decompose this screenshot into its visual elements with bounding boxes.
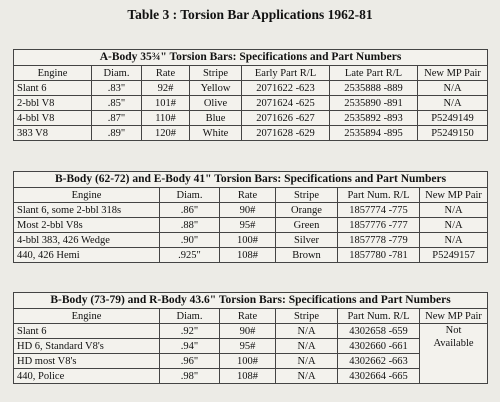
cell-rate: 108# [220,369,276,384]
cell-diam: .88" [160,218,220,233]
cell-rate: 100# [220,233,276,248]
cell-new-mp-pair: N/A [420,218,488,233]
cell-diam: .85" [92,96,142,111]
column-header: Stripe [276,188,338,203]
cell-engine: 440, 426 Hemi [14,248,160,263]
column-header: New MP Pair [418,66,488,81]
cell-diam: .89" [92,126,142,141]
cell-engine: Most 2-bbl V8s [14,218,160,233]
table-row [14,248,488,263]
column-header: Rate [142,66,190,81]
column-header: Engine [14,309,160,324]
cell-new-mp-pair: P5249150 [418,126,488,141]
table-row [14,233,488,248]
cell-new-mp-pair: N/A [420,203,488,218]
cell-new-mp-pair: P5249149 [418,111,488,126]
cell-new-mp-pair: P5249157 [420,248,488,263]
column-header: Part Num. R/L [338,188,420,203]
cell-stripe: N/A [276,369,338,384]
column-header: Rate [220,309,276,324]
table-caption: B-Body (62-72) and E-Body 41" Torsion Bars: Specifications and Part Numbers [14,172,488,188]
cell-part-num: 1857780 -781 [338,248,420,263]
column-header: Diam. [160,188,220,203]
cell-part-num: 4302658 -659 [338,324,420,339]
column-header: Early Part R/L [242,66,330,81]
cell-rate: 95# [220,218,276,233]
cell-early-part: 2071626 -627 [242,111,330,126]
cell-new-mp-pair: N/A [418,96,488,111]
table-caption: A-Body 35¾" Torsion Bars: Specifications and Part Numbers [14,50,488,66]
cell-new-mp-pair: N/A [418,81,488,96]
cell-stripe: Blue [190,111,242,126]
column-header: Stripe [276,309,338,324]
cell-diam: .92" [160,324,220,339]
column-header: Engine [14,188,160,203]
cell-rate: 100# [220,354,276,369]
cell-engine: Slant 6, some 2-bbl 318s [14,203,160,218]
page-title: Table 3 : Torsion Bar Applications 1962-81 [127,7,373,22]
cell-rate: 101# [142,96,190,111]
column-header: Rate [220,188,276,203]
cell-stripe: White [190,126,242,141]
cell-part-num: 4302660 -661 [338,339,420,354]
table-row [14,111,488,126]
table-caption: B-Body (73-79) and R-Body 43.6" Torsion Bars: Specifications and Part Numbers [14,293,488,309]
column-header: Part Num. R/L [338,309,420,324]
cell-part-num: 1857776 -777 [338,218,420,233]
cell-engine: 4-bbl 383, 426 Wedge [14,233,160,248]
column-header: Late Part R/L [330,66,418,81]
not-available-line-1: Not [445,325,462,336]
table-row [14,324,488,339]
cell-late-part: 2535894 -895 [330,126,418,141]
b-r-body-torsion-bar-table [13,292,488,384]
cell-diam: .83" [92,81,142,96]
table-row [14,218,488,233]
cell-diam: .98" [160,369,220,384]
header-row [14,66,488,81]
not-available-line-2: Available [433,338,474,349]
header-row [14,309,488,324]
table-row [14,369,488,384]
cell-engine: 2-bbl V8 [14,96,92,111]
table-row [14,126,488,141]
cell-engine: HD most V8's [14,354,160,369]
cell-diam: .94" [160,339,220,354]
cell-stripe: Olive [190,96,242,111]
cell-diam: .925" [160,248,220,263]
cell-part-num: 1857778 -779 [338,233,420,248]
cell-stripe: Brown [276,248,338,263]
table-row [14,339,488,354]
cell-rate: 90# [220,324,276,339]
column-header: Diam. [160,309,220,324]
cell-diam: .87" [92,111,142,126]
column-header: Diam. [92,66,142,81]
cell-rate: 90# [220,203,276,218]
cell-engine: 383 V8 [14,126,92,141]
table-row [14,354,488,369]
a-body-torsion-bar-table [13,49,488,141]
cell-early-part: 2071624 -625 [242,96,330,111]
cell-diam: .90" [160,233,220,248]
b-e-body-torsion-bar-table [13,171,488,263]
cell-stripe: Silver [276,233,338,248]
cell-late-part: 2535888 -889 [330,81,418,96]
cell-rate: 108# [220,248,276,263]
column-header: Engine [14,66,92,81]
cell-stripe: N/A [276,324,338,339]
cell-engine: HD 6, Standard V8's [14,339,160,354]
cell-stripe: Orange [276,203,338,218]
table-row [14,96,488,111]
table-row [14,203,488,218]
cell-new-mp-pair-merged [420,324,488,384]
table-row [14,81,488,96]
cell-part-num: 4302662 -663 [338,354,420,369]
cell-rate: 110# [142,111,190,126]
column-header: Stripe [190,66,242,81]
cell-part-num: 4302664 -665 [338,369,420,384]
cell-engine: Slant 6 [14,324,160,339]
cell-early-part: 2071628 -629 [242,126,330,141]
cell-engine: 440, Police [14,369,160,384]
cell-rate: 120# [142,126,190,141]
cell-part-num: 1857774 -775 [338,203,420,218]
cell-stripe: N/A [276,354,338,369]
cell-late-part: 2535892 -893 [330,111,418,126]
cell-diam: .86" [160,203,220,218]
cell-stripe: Yellow [190,81,242,96]
cell-new-mp-pair: N/A [420,233,488,248]
cell-engine: 4-bbl V8 [14,111,92,126]
column-header: New MP Pair [420,188,488,203]
cell-late-part: 2535890 -891 [330,96,418,111]
cell-early-part: 2071622 -623 [242,81,330,96]
column-header: New MP Pair [420,309,488,324]
header-row [14,188,488,203]
cell-rate: 95# [220,339,276,354]
cell-stripe: N/A [276,339,338,354]
cell-diam: .96" [160,354,220,369]
cell-rate: 92# [142,81,190,96]
cell-engine: Slant 6 [14,81,92,96]
cell-stripe: Green [276,218,338,233]
